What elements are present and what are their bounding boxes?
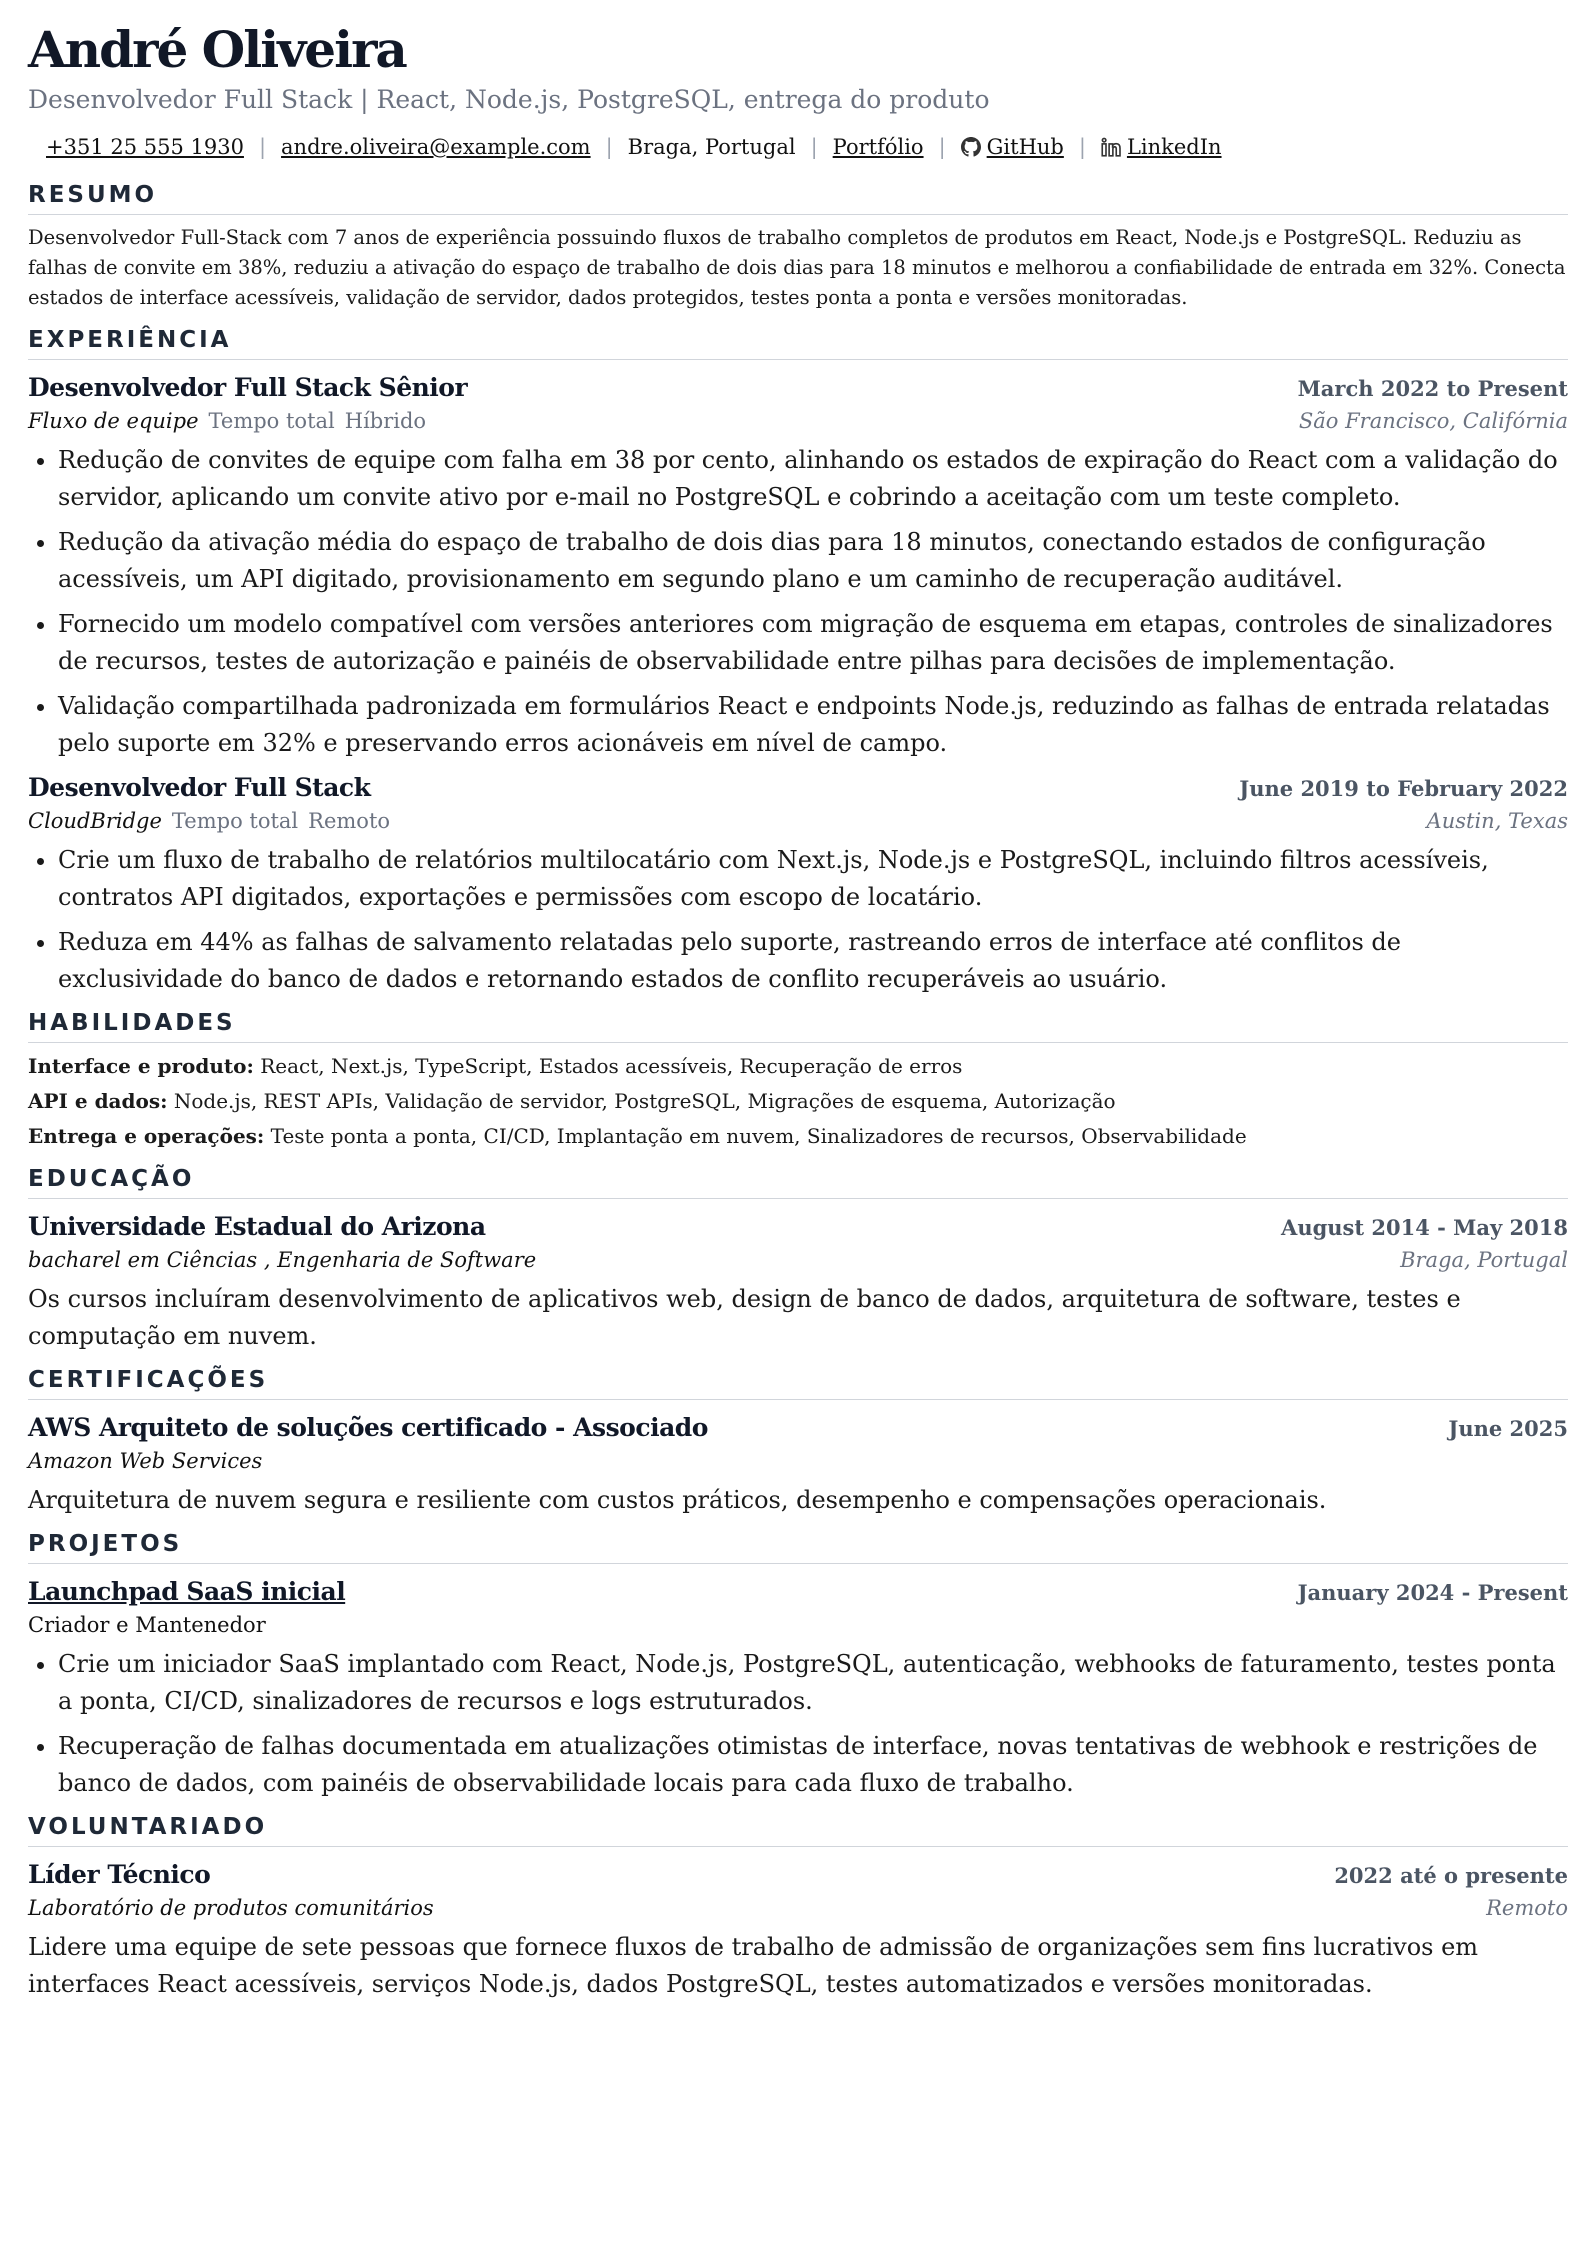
volunteer-role: Líder Técnico xyxy=(28,1860,211,1889)
job-entry xyxy=(28,770,1568,998)
headline: Desenvolvedor Full Stack | React, Node.js, PostgreSQL, entrega do produto xyxy=(28,85,990,114)
summary-section xyxy=(28,180,1568,313)
certifications-section xyxy=(28,1365,1568,1519)
job-bullets xyxy=(28,842,1568,998)
certification-entry xyxy=(28,1410,1568,1519)
experience-section xyxy=(28,325,1568,998)
degree: bacharel em Ciências , Engenharia de Software xyxy=(28,1248,537,1272)
volunteer-org: Laboratório de produtos comunitários xyxy=(28,1896,434,1920)
list-item: • Validação compartilhada padronizada em formulários React e endpoints Node.js, reduzindo as falhas de entrada relatadas pelo suporte em 32% e preservando erros acionáveis em nível de campo. xyxy=(58,688,1568,762)
linkedin-label: LinkedIn xyxy=(1126,135,1222,159)
section-title: CERTIFICAÇÕES xyxy=(28,1365,1568,1400)
job-bullets xyxy=(28,442,1568,762)
list-item: • Recuperação de falhas documentada em atualizações otimistas de interface, novas tentativas de webhook e restrições de banco de dados, com painéis de observabilidade locais para cada fluxo de trabalho. xyxy=(58,1728,1568,1802)
linkedin-link[interactable] xyxy=(1101,132,1222,162)
job-location: Austin, Texas xyxy=(1426,809,1568,833)
job-role: Desenvolvedor Full Stack xyxy=(28,773,371,802)
email-link[interactable]: andre.oliveira@example.com xyxy=(281,135,591,159)
certification-text: Arquitetura de nuvem segura e resiliente com custos práticos, desempenho e compensações operacionais. xyxy=(28,1486,1327,1514)
github-icon xyxy=(961,137,981,157)
separator: | xyxy=(1078,135,1086,159)
job-dates: June 2019 to February 2022 xyxy=(1239,776,1568,801)
list-item: • Crie um iniciador SaaS implantado com React, Node.js, PostgreSQL, autenticação, webhooks de faturamento, testes ponta a ponta, CI/CD, sinalizadores de recursos e logs estruturados. xyxy=(58,1646,1568,1720)
github-label: GitHub xyxy=(986,135,1064,159)
job-entry xyxy=(28,370,1568,762)
volunteer-entry xyxy=(28,1857,1568,2003)
job-location: São Francisco, Califórnia xyxy=(1298,409,1568,433)
project-name-link[interactable]: Launchpad SaaS inicial xyxy=(28,1577,346,1606)
job-org: Fluxo de equipe xyxy=(28,409,199,433)
certification-issuer: Amazon Web Services xyxy=(28,1449,263,1473)
certification-name: AWS Arquiteto de soluções certificado - Associado xyxy=(28,1413,708,1442)
volunteer-location: Remoto xyxy=(1486,1896,1568,1920)
certification-date: June 2025 xyxy=(1448,1416,1568,1441)
summary-text: Desenvolvedor Full-Stack com 7 anos de experiência possuindo fluxos de trabalho completos de produtos em React, Node.js e PostgreSQL. Reduziu as falhas de convite em 38%, reduziu a ativação do espaço de trabalho de dois dias para 18 minutos e melhorou a confiabilidade de entrada em 32%. Conecta estados de interface acessíveis, validação de servidor, dados protegidos, testes ponta a ponta e versões monitoradas. xyxy=(28,226,1566,309)
job-role: Desenvolvedor Full Stack Sênior xyxy=(28,373,468,402)
separator: | xyxy=(938,135,946,159)
portfolio-link[interactable]: Portfólio xyxy=(832,135,924,159)
section-title: HABILIDADES xyxy=(28,1008,1568,1043)
resume-page xyxy=(28,20,1568,2003)
job-type: Tempo total xyxy=(171,809,299,833)
job-type: Tempo total xyxy=(208,409,335,433)
job-org: CloudBridge xyxy=(28,809,162,833)
section-title: EDUCAÇÃO xyxy=(28,1164,1568,1199)
section-title: EXPERIÊNCIA xyxy=(28,325,1568,360)
project-bullets xyxy=(28,1646,1568,1802)
projects-section xyxy=(28,1529,1568,1802)
contact-bar xyxy=(28,132,1568,162)
education-dates: August 2014 - May 2018 xyxy=(1281,1215,1568,1240)
volunteer-section xyxy=(28,1812,1568,2003)
project-dates: January 2024 - Present xyxy=(1297,1580,1568,1605)
skill-line xyxy=(28,1119,1568,1154)
project-role: Criador e Mantenedor xyxy=(28,1613,266,1637)
section-title: VOLUNTARIADO xyxy=(28,1812,1568,1847)
education-text: Os cursos incluíram desenvolvimento de aplicativos web, design de banco de dados, arquitetura de software, testes e computação em nuvem. xyxy=(28,1285,1461,1350)
skills-section xyxy=(28,1008,1568,1154)
skill-line xyxy=(28,1049,1568,1084)
list-item: • Redução de convites de equipe com falha em 38 por cento, alinhando os estados de expiração do React com a validação do servidor, aplicando um convite ativo por e-mail no PostgreSQL e cobrindo a aceitação com um teste completo. xyxy=(58,442,1568,516)
skill-value: Teste ponta a ponta, CI/CD, Implantação em nuvem, Sinalizadores de recursos, Observabilidade xyxy=(270,1124,1247,1148)
separator: | xyxy=(810,135,818,159)
school-name: Universidade Estadual do Arizona xyxy=(28,1212,486,1241)
list-item: • Reduza em 44% as falhas de salvamento relatadas pelo suporte, rastreando erros de interface até conflitos de exclusividade do banco de dados e retornando estados de conflito recuperáveis ao usuário. xyxy=(58,924,1568,998)
skill-value: Node.js, REST APIs, Validação de servidor, PostgreSQL, Migrações de esquema, Autorização xyxy=(173,1089,1116,1113)
job-dates: March 2022 to Present xyxy=(1297,376,1568,401)
linkedin-icon xyxy=(1101,137,1121,157)
project-entry xyxy=(28,1574,1568,1802)
location-text: Braga, Portugal xyxy=(627,135,796,159)
skill-line xyxy=(28,1084,1568,1119)
phone-link[interactable]: +351 25 555 1930 xyxy=(46,135,244,159)
skill-label: Interface e produto: xyxy=(28,1054,254,1078)
separator: | xyxy=(605,135,613,159)
skill-label: API e dados: xyxy=(28,1089,168,1113)
github-link[interactable] xyxy=(961,132,1064,162)
education-location: Braga, Portugal xyxy=(1400,1248,1568,1272)
education-section xyxy=(28,1164,1568,1355)
list-item: • Crie um fluxo de trabalho de relatórios multilocatário com Next.js, Node.js e PostgreSQL, incluindo filtros acessíveis, contratos API digitados, exportações e permissões com escopo de locatário. xyxy=(58,842,1568,916)
job-mode: Híbrido xyxy=(344,409,427,433)
skill-label: Entrega e operações: xyxy=(28,1124,265,1148)
section-title: PROJETOS xyxy=(28,1529,1568,1564)
volunteer-text: Lidere uma equipe de sete pessoas que fornece fluxos de trabalho de admissão de organizações sem fins lucrativos em interfaces React acessíveis, serviços Node.js, dados PostgreSQL, testes automatizados e versões monitoradas. xyxy=(28,1933,1479,1998)
list-item: • Fornecido um modelo compatível com versões anteriores com migração de esquema em etapas, controles de sinalizadores de recursos, testes de autorização e painéis de observabilidade entre pilhas para decisões de implementação. xyxy=(58,606,1568,680)
skill-value: React, Next.js, TypeScript, Estados acessíveis, Recuperação de erros xyxy=(260,1054,963,1078)
section-title: RESUMO xyxy=(28,180,1568,215)
separator: | xyxy=(258,135,267,159)
candidate-name: André Oliveira xyxy=(28,20,406,79)
volunteer-dates: 2022 até o presente xyxy=(1334,1863,1568,1888)
job-mode: Remoto xyxy=(308,809,391,833)
list-item: • Redução da ativação média do espaço de trabalho de dois dias para 18 minutos, conectando estados de configuração acessíveis, um API digitado, provisionamento em segundo plano e um caminho de recuperação auditável. xyxy=(58,524,1568,598)
education-entry xyxy=(28,1209,1568,1355)
